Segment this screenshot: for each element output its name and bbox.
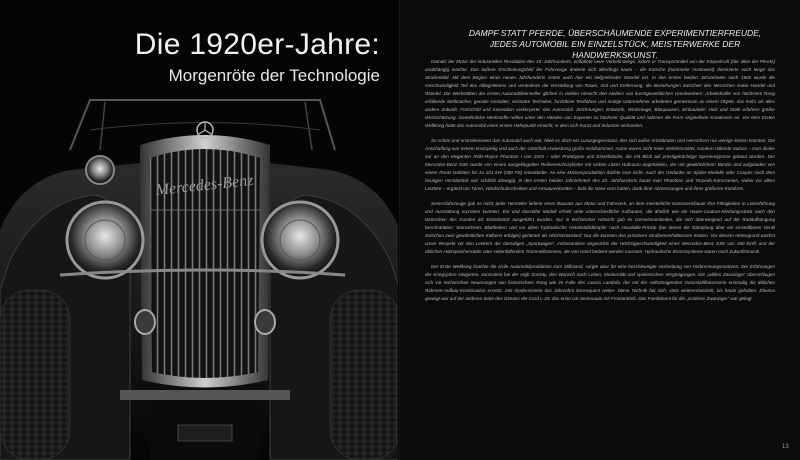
chapter-title: Die 1920er-Jahre: — [134, 28, 380, 61]
body-paragraph: So schön und erstrebenswert das Automobil auch war, blieb es doch ein Luxusgegenstand, den sich außer Aristokraten und Herrschern nur wenige leisten konnten. Die Anschaffung war extrem kostspielig und auch der Unterhalt erwiesbeng große Geldsummen. Autos waren nicht reine Verkehrsmittel, sondern rollende Salons – man denke nur an den eleganten Rolls-Royce Phantom I von 1925 – oder Prototypen und Einzelstücke, die mit Blick auf prestigeträchtige Sportereignisse gebaut wurden. Der Mercedes-Benz SSK wurde von einem ausgeklügelten Reihensechszylinder mit sieben Litern Hubraum angetrieben, der mit gewöhnlichem Benzin und aufgeladen von einem Roots-Gebläse bis zu 221 kW (300 PS) entwickelte. An eine Massenproduktion dachte man nicht. Auch der Gedanke an Spider-Modelle oder Coupés noch dem heutigen Verständnis war schlicht abwegig. In den ersten beiden Jahrzehnten des 20. Jahrhunderts baute man Phaetons und Torpedo-Karosserien, wobei vor allem Letztere – ergänzt um Türen, Windschutzscheiben und Armaturenbretter – bald die Nase vorn hatten, dank ihrer Abmessungen und ihres größeren Komforts. — [425, 138, 775, 191]
body-paragraph: Damals der Motor der industriellen Revolution des 19. Jahrhunderts, entfaltete neue Verkehrswege, indem er Transportmittel von der Körperkraft (der allen der Pferde) unabhängig machte. Das äußere Erscheinungsbild der Fahrzeuge änderte sich allerdings kaum – die Kutsche (hammelor mostoweit) dominierte noch lange das Straßenbild. Mit dem Beginn eines neuen Jahrhunderts setzte auch hier ein tiefgreifender Wandel ein. In den ersten beiden Jahrzehnten nach 1900 wurde die Geschwindigkeit Teil des Alltagslebens und veränderte die Vorstellung von Raum, Zeit und Entfernung, die Beziehungen zwischen den Menschen sowie Handel und Wandel. Die Werkstätten der ersten Automobilhersteller glichen in vieleler Hinsicht den Ateliers von kunstgewerblichen Handwerkern: Arbeitskräfte von höchstem Rang erfüllende Stellmacher, geniale Gestalter, visionäre Techniker, furchtlose Testfahrer und mutige Unternehmer arbeiteten gemeinsam an einem Objekt, das mehr als alles andere Zukunft, Fortschritt und Innovation verkörperte: das Automobil. Zeichnungen, Entwürfe, Werkzeuge, Blaupausen, Einbauteile: Holz und Stahl erfuhren größte Wertschätzung. Gewöhnliche Werkstoffe reiften unter den Händen von Experten zu höchster Qualität und nahmen die Form originellster Kreationen an. Vor dem Ersten Weltkrieg hatte das Automobil einen ersten Höhepunkt erreicht, in dem sich Kunst und Industrie verbanden. — [425, 59, 775, 128]
vintage-car-photo — [0, 90, 400, 460]
body-text — [425, 58, 775, 310]
body-paragraph: Der Erste Weltkrieg brachte die zivile Automobilproduktion zum Stillstand, sorgte aber für eine beschleunigte Verbreitung von Verbrennungsmotoren. Die Erfahrungen der Kriegsjahre steigerten, zumindest bei der High Society, den Wunsch nach Leben, Modernität und spielerischen Vergnügungen. Die „wilden Zwanziger“ überschlugen sich vor technischen Neuerungen von historischem Rang wie im Falle des Lancia Lambda, der mit der selbsttragenden Ganzstahlkarosserie erstmalig die üblichen Rahmen-Aufbau-Kombination ersetzt. Zeit modernisierte das Jahrzehnt konsequent weiter. Diese Technik hat sich, stets weiterentwickelt, bis heute gehalten. Ebenso gewagt war auf der anderen Seite des Ozeans der Cord L-29, das erste US-Serienauto mit Frontantrieb. Das Fundament für die „Goldene Zwanziger“ war gelegt. — [425, 264, 775, 301]
kicker-line-2: JEDES AUTOMOBIL EIN EINZELSTÜCK, MEISTERWERKE DER HANDWERKSKUNST. — [489, 39, 741, 60]
chapter-subtitle: Morgenröte der Technologie — [168, 66, 380, 85]
page-number: 13 — [782, 444, 789, 450]
kicker-line-1: DAMPF STATT PFERDE, ÜBERSCHÄUMENDE EXPERIMENTIERFREUDE, — [468, 28, 762, 38]
body-paragraph: Seriersfahrzeuge gab es nicht; jeder Hersteller lieferte einen Bausatz aus Motor und Fahrwerk, an dem meisterliche Karosseriebauer ihre Fähigkeiten in Linienführung und Ausstattung erproben konnten. Ein und dasselbe Modell erhielt viele unterschiedliche Aufbauten, die ähnlich wie ein Haute-Couture-Kleidungsstück nach den Wünschen des Kunden als Einzelstück ausgeführt wurden. Nur in technischer Hinsicht gab es Gemeinsamkeiten, die sich überwiegend auf die Radaufhängung beschränkten: Starrachsen, Blattfedern und vor allem hydraulische Hebelstoßdämpfer nach Houdaille-Prinzip (bei denen die Dämpfung über ein einstellbares Ventil zwischen zwei gewöhnlichen Kolbens erfolgte) gehörten als Höchststandard. Nur die konnten den primitiven Straßenverhältnissen trotzen. Vor diesem Hintergrund wächst unser Respekt vor den Lenkern der damaligen „Sportwagen“, insbesondere angesichts der Höchstgeschwindigkeit eines Mercedes-Benz SSK von 180 km/h und der üblichen Holzspeichenräder oder seitenfüllenden Trommelbremsen, die von Hand bedient werden mussten. Hydraulische Bremssysteme waren noch Zukunftsmusik. — [425, 201, 775, 254]
kicker-text — [450, 28, 780, 61]
grille-script-logo: Mercedes-Benz — [154, 171, 255, 200]
